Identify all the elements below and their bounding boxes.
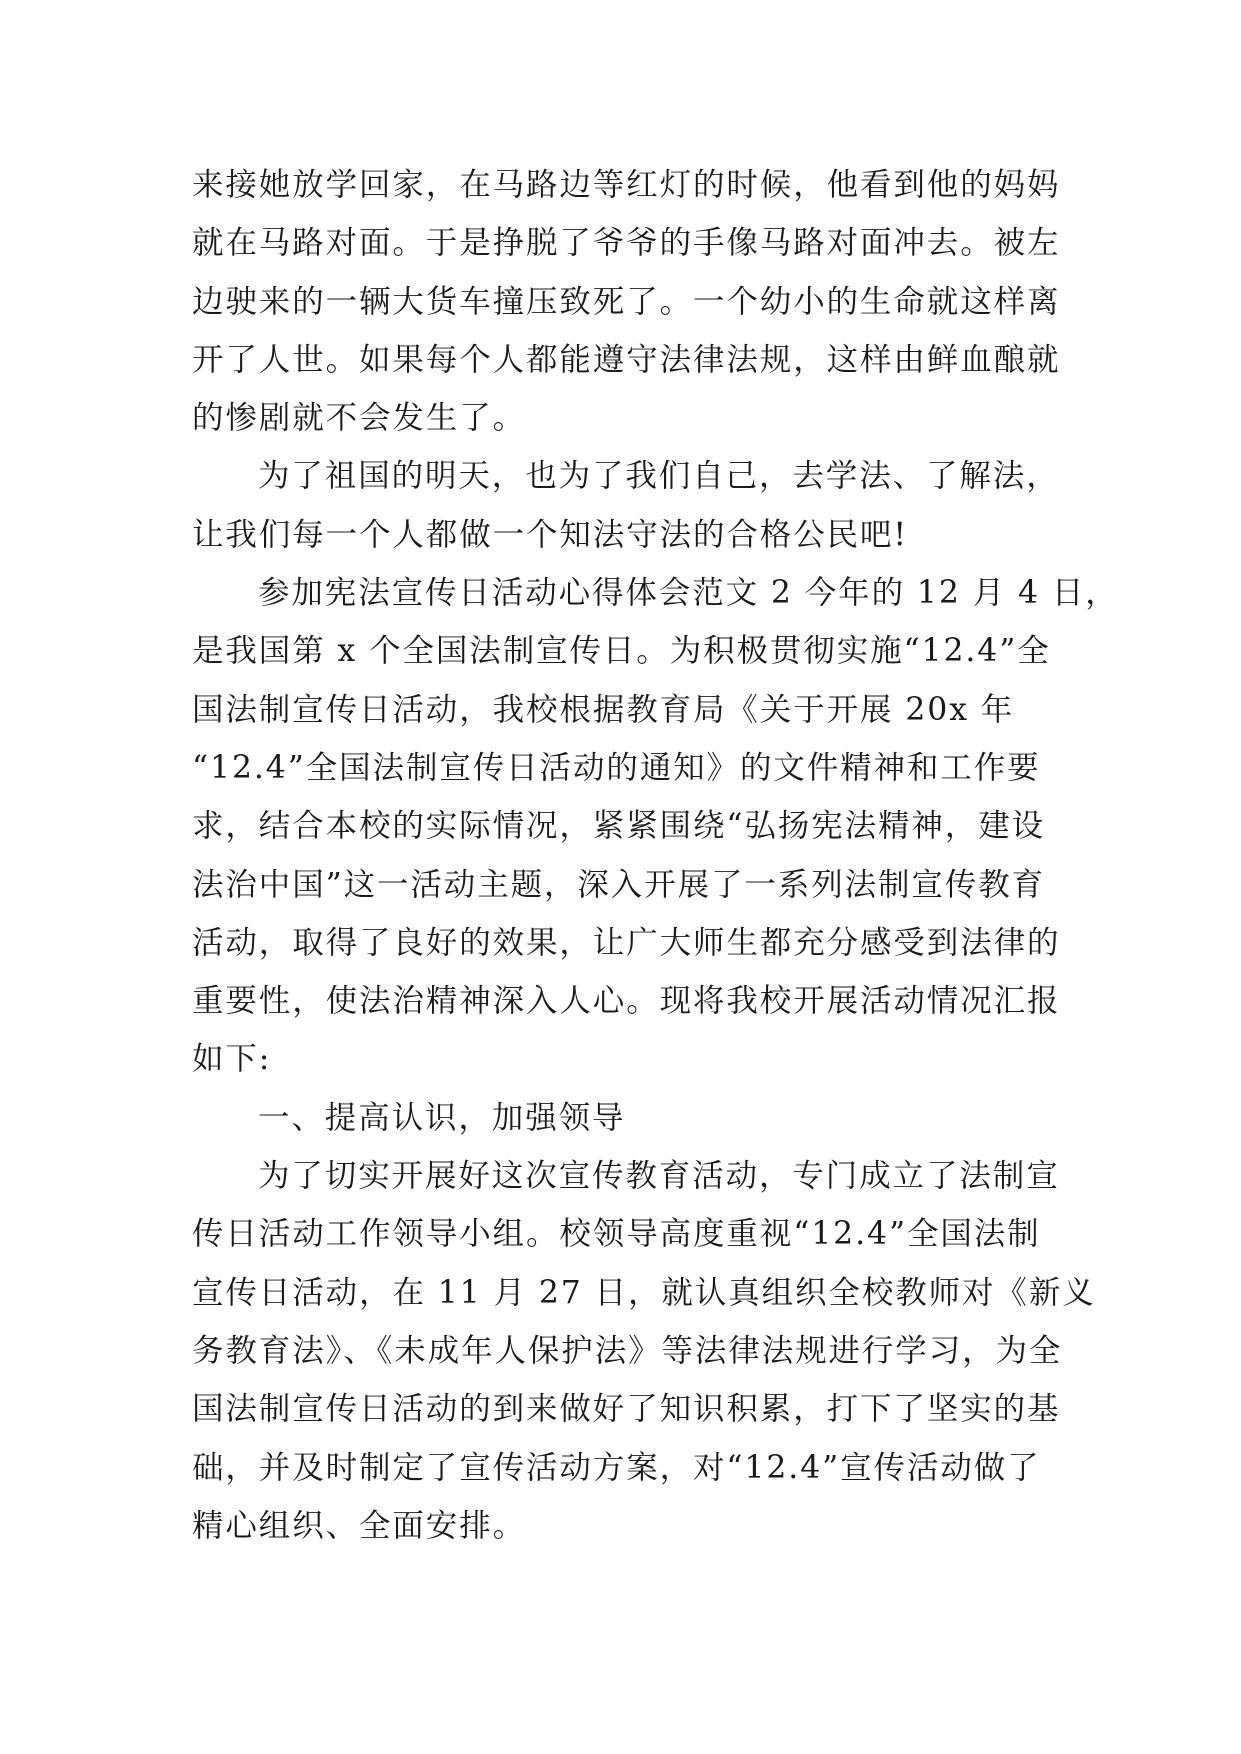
text-line: 法治中国”这一活动主题，深入开展了一系列法制宣传教育 <box>192 866 1046 903</box>
text-line: 传日活动工作领导小组。校领导高度重视“12.4”全国法制 <box>192 1216 1041 1253</box>
text-line: 是我国第 x 个全国法制宣传日。为积极贯彻实施“12.4”全 <box>192 633 1051 670</box>
text-line: 边驶来的一辆大货车撞压致死了。一个幼小的生命就这样离 <box>192 283 1061 320</box>
text-line: 务教育法》、《未成年人保护法》等法律法规进行学习，为全 <box>192 1332 1063 1369</box>
text-line: 础，并及时制定了宣传活动方案，对“12.4”宣传活动做了 <box>192 1449 1041 1486</box>
text-line: 来接她放学回家，在马路边等红灯的时候，他看到他的妈妈 <box>192 167 1061 203</box>
text-line: 国法制宣传日活动，我校根据教育局《关于开展 20x 年 <box>192 691 1015 728</box>
text-line: 求，结合本校的实际情况，紧紧围绕“弘扬宪法精神，建设 <box>192 808 1046 845</box>
text-line: 宣传日活动，在 11 月 27 日，就认真组织全校教师对《新义 <box>192 1274 1096 1311</box>
text-line: 为了祖国的明天，也为了我们自己，去学法、了解法， <box>258 458 1060 495</box>
text-line: 如下: <box>192 1041 272 1078</box>
text-line: 重要性，使法治精神深入人心。现将我校开展活动情况汇报 <box>192 983 1061 1020</box>
text-line: 活动，取得了良好的效果，让广大师生都充分感受到法律的 <box>192 924 1061 961</box>
text-line: 国法制宣传日活动的到来做好了知识积累，打下了坚实的基 <box>192 1391 1061 1428</box>
text-line: 让我们每一个人都做一个知法守法的合格公民吧! <box>192 516 908 553</box>
text-line: 一、提高认识，加强领导 <box>258 1099 626 1136</box>
text-line: 开了人世。如果每个人都能遵守法律法规，这样由鲜血酿就 <box>192 341 1061 378</box>
document-body <box>192 156 1119 1555</box>
text-line: 为了切实开展好这次宣传教育活动，专门成立了法制宣 <box>258 1158 1060 1195</box>
text-line: 参加宪法宣传日活动心得体会范文 2 今年的 12 月 4 日， <box>258 575 1119 612</box>
text-line: 的惨剧就不会发生了。 <box>192 400 527 437</box>
text-line: 精心组织、全面安排。 <box>192 1507 527 1544</box>
text-line: 就在马路对面。于是挣脱了爷爷的手像马路对面冲去。被左 <box>192 225 1061 262</box>
text-line: “12.4”全国法制宣传日活动的通知》的文件精神和工作要 <box>192 749 1041 786</box>
